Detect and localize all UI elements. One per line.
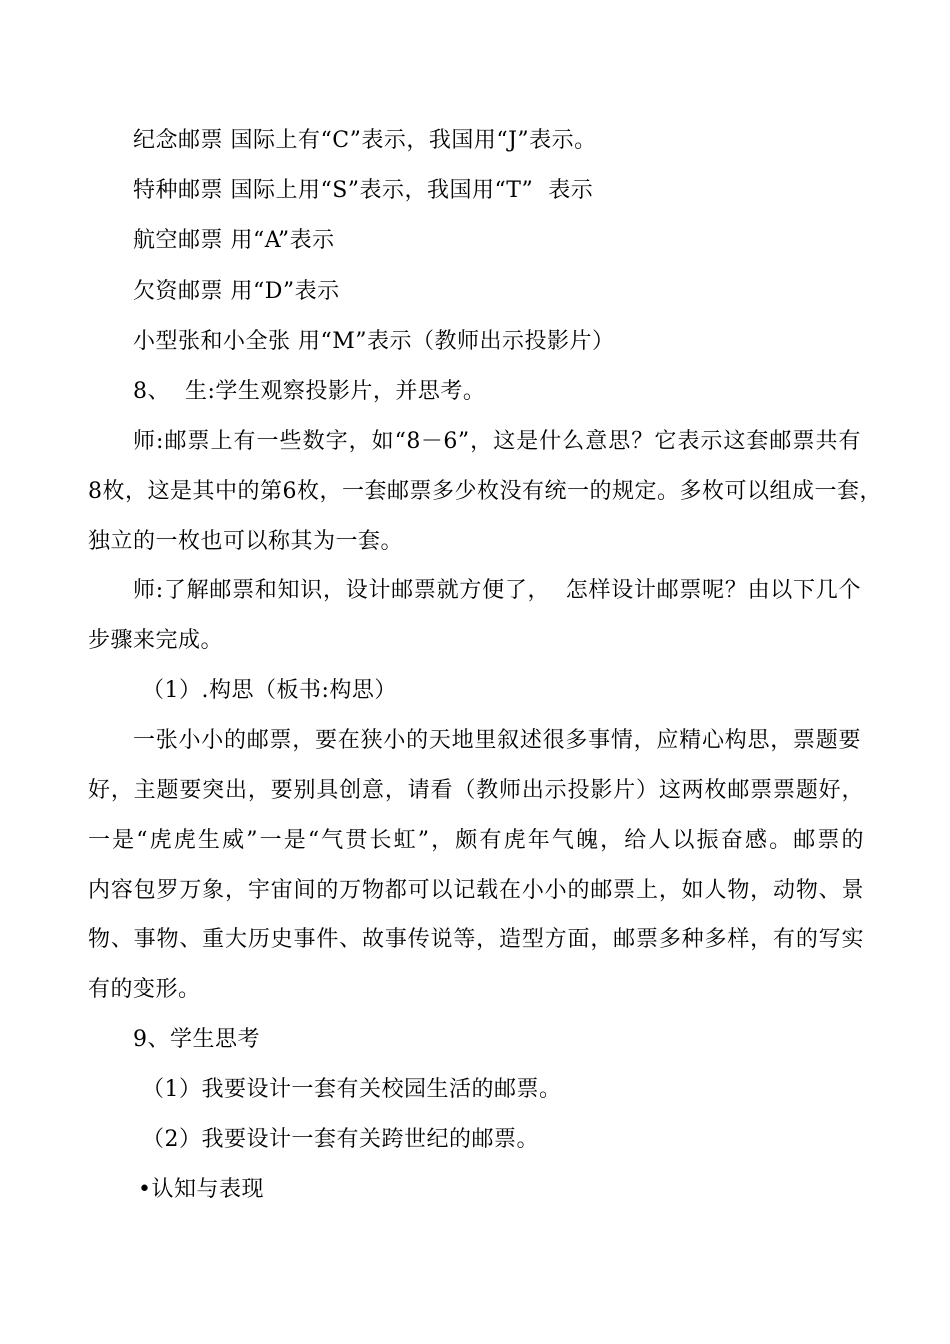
- paragraph-line: 内容包罗万象，宇宙间的万物都可以记载在小小的邮票上，如人物，动物、景: [88, 878, 864, 903]
- paragraph-line: 师:了解邮票和知识，设计邮票就方便了， 怎样设计邮票呢？由以下几个: [133, 578, 861, 603]
- section-heading-concept: （1）.构思（板书:构思）: [142, 678, 397, 703]
- bullet-heading-cognition: •认知与表现: [138, 1177, 264, 1202]
- text-line-stamp-special: 特种邮票 国际上用“S”表示，我国用“T” 表示: [133, 178, 594, 203]
- list-item: （2）我要设计一套有关跨世纪的邮票。: [142, 1127, 539, 1152]
- paragraph-line: 师:邮票上有一些数字，如“8－6”，这是什么意思？它表示这套邮票共有: [133, 429, 861, 454]
- paragraph-line: 物、事物、重大历史事件、故事传说等，造型方面，邮票多种多样，有的写实: [88, 927, 864, 952]
- paragraph-line: 8枚，这是其中的第6枚，一套邮票多少枚没有统一的规定。多枚可以组成一套，: [88, 479, 882, 504]
- paragraph-line: 好，主题要突出，要别具创意，请看（教师出示投影片）这两枚邮票票题好，: [88, 778, 864, 803]
- paragraph-line: 一张小小的邮票，要在狭小的天地里叙述很多事情，应精心构思，票题要: [133, 728, 861, 753]
- paragraph-line: 步骤来完成。: [88, 628, 224, 653]
- paragraph-line: 一是“虎虎生威”一是“气贯长虹”，颇有虎年气魄，给人以振奋感。邮票的: [88, 828, 864, 853]
- text-line-stamp-commemorative: 纪念邮票 国际上有“C”表示，我国用“J”表示。: [133, 128, 597, 153]
- text-line-stamp-miniature-sheet: 小型张和小全张 用“M”表示（教师出示投影片）: [133, 329, 615, 354]
- list-item: （1）我要设计一套有关校园生活的邮票。: [142, 1077, 562, 1102]
- text-line-stamp-airmail: 航空邮票 用“A”表示: [133, 228, 335, 253]
- text-line-step-9: 9、学生思考: [133, 1027, 260, 1052]
- text-line-step-8: 8、 生:学生观察投影片，并思考。: [133, 379, 486, 404]
- paragraph-line: 有的变形。: [88, 977, 201, 1002]
- paragraph-line: 独立的一枚也可以称其为一套。: [88, 529, 404, 554]
- text-line-stamp-postage-due: 欠资邮票 用“D”表示: [133, 279, 340, 304]
